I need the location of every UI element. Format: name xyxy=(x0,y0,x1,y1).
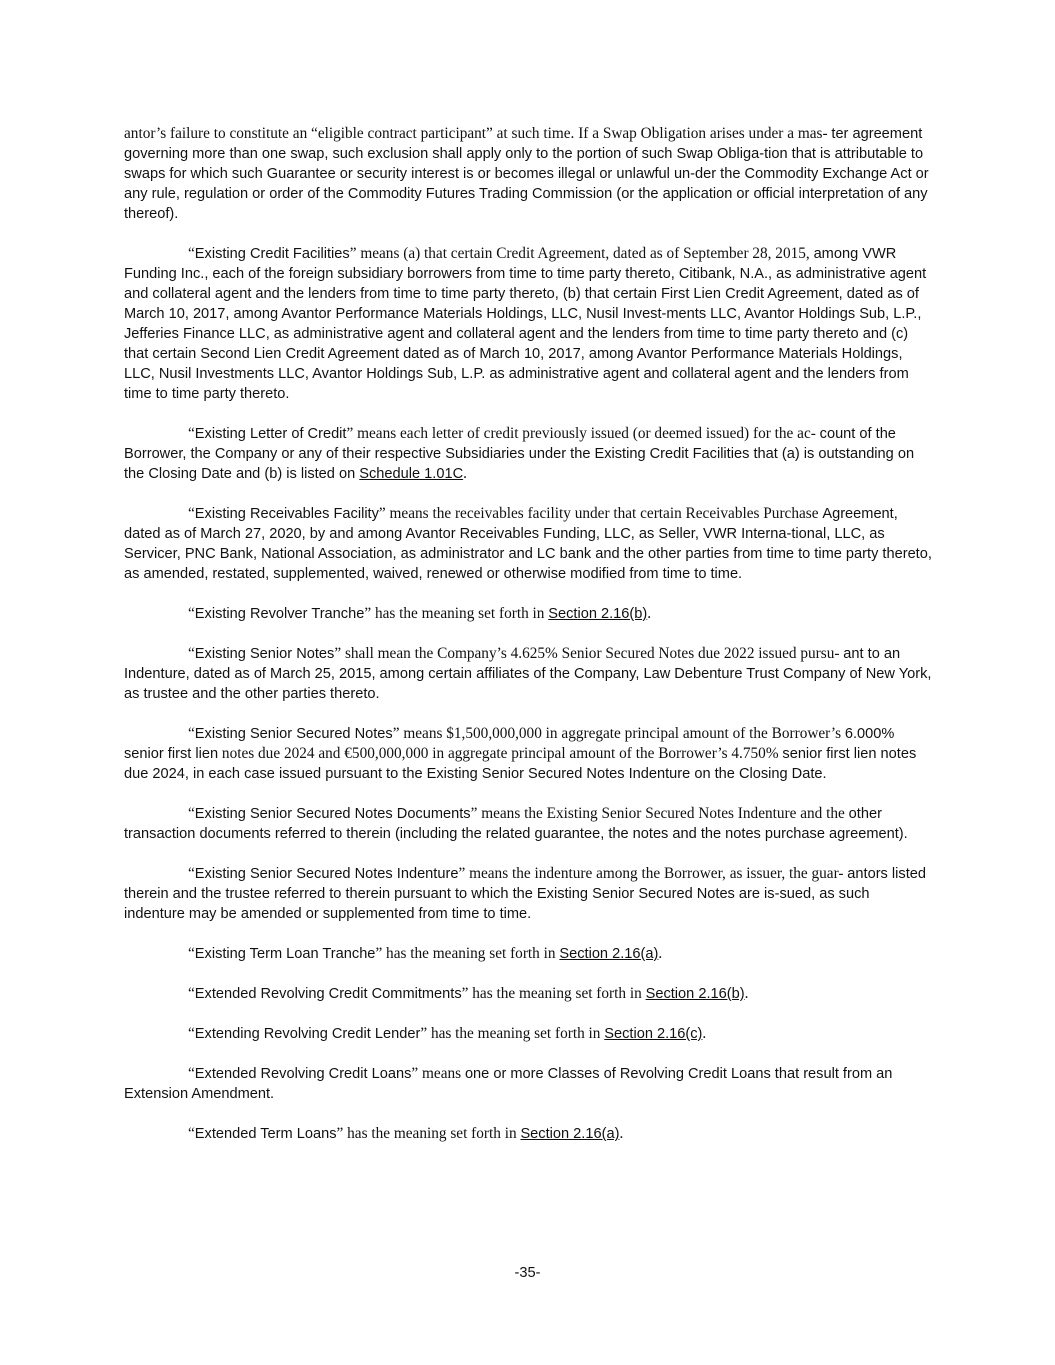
definition-existing-credit-facilities: “Existing Credit Facilities” means (a) that certain Credit Agreement, dated as of September 28, 2015, among VWR Funding Inc., each of the foreign subsidiary borrowers from time to time party thereto, Citibank, N.A., as administrative agent and collateral agent and the lenders from time to time party thereto, (b) that certain First Lien Credit Agreement, dated as of March 10, 2017, among Avantor Performance Materials Holdings, LLC, Nusil Invest-ments LLC, Avantor Holdings Sub, L.P., Jefferies Finance LLC, as administrative agent and collateral agent and the lenders from time to time party thereto and (c) that certain Second Lien Credit Agreement dated as of March 10, 2017, among Avantor Performance Materials Holdings, LLC, Nusil Investments LLC, Avantor Holdings Sub, L.P. as administrative agent and collateral agent and the lenders from time to time party thereto. xyxy=(124,245,927,402)
defined-term: Extended Revolving Credit Loans xyxy=(194,1066,412,1082)
definition-existing-letter-of-credit: “Existing Letter of Credit” means each letter of credit previously issued (or deemed issued) for the ac- count of the Borrower, the Company or any of their respective Subsidiaries under the Existing Credit Facilities that (a) is outstanding on the Closing Date and (b) is listed on Schedule 1.01C. xyxy=(124,425,915,482)
defined-term: Existing Revolver Tranche xyxy=(194,606,365,622)
continuation-paragraph: antor’s failure to constitute an “eligible contract participant” at such time. If a Swap Obligation arises under a mas- ter agreement governing more than one swap, such exclusion shall apply only to the portion of such Swap Obliga-tion that is attributable to swaps for which such Guarantee or security interest is or becomes illegal or unlawful un-der the Commodity Exchange Act or any rule, regulation or order of the Commodity Futures Trading Commission (or the application or official interpretation of any thereof). xyxy=(124,125,929,222)
definition-existing-senior-secured-notes-indenture: “Existing Senior Secured Notes Indenture” means the indenture among the Borrower, as issuer, the guar- antors listed therein and the trustee referred to therein pursuant to which the Existing Senior Secured Notes are is-sued, as such indenture may be amended or supplemented from time to time. xyxy=(124,865,926,922)
definition-existing-senior-notes: “Existing Senior Notes” shall mean the Company’s 4.625% Senior Secured Notes due 2022 issued pursu- ant to an Indenture, dated as of March 25, 2015, among certain affiliates of the Company, Law Debenture Trust Company of New York, as trustee and the other parties thereto. xyxy=(124,645,932,702)
schedule-reference-link[interactable]: Schedule 1.01C xyxy=(359,466,464,482)
definition-existing-senior-secured-notes-documents: “Existing Senior Secured Notes Documents” means the Existing Senior Secured Notes Indenture and the other transaction documents referred to therein (including the related guarantee, the notes and the notes purchase agreement). xyxy=(124,805,908,842)
definition-existing-term-loan-tranche: “Existing Term Loan Tranche” has the meaning set forth in Section 2.16(a). xyxy=(188,945,663,962)
definition-existing-senior-secured-notes: “Existing Senior Secured Notes” means $1,500,000,000 in aggregate principal amount of the Borrower’s 6.000% senior first lien notes due 2024 and €500,000,000 in aggregate principal amount of the Borrower’s 4.750% senior first lien notes due 2024, in each case issued pursuant to the Existing Senior Secured Notes Indenture on the Closing Date. xyxy=(124,725,917,782)
defined-term: Existing Senior Secured Notes Documents xyxy=(194,806,471,822)
defined-term: Extending Revolving Credit Lender xyxy=(194,1026,421,1042)
definition-extending-revolving-credit-lender: “Extending Revolving Credit Lender” has the meaning set forth in Section 2.16(c). xyxy=(188,1025,707,1042)
defined-term: Existing Receivables Facility xyxy=(194,506,379,522)
section-reference-link[interactable]: Section 2.16(c) xyxy=(604,1026,703,1042)
page-number: -35- xyxy=(514,1265,541,1281)
definition-existing-receivables-facility: “Existing Receivables Facility” means the receivables facility under that certain Receivables Purchase Agreement, dated as of March 27, 2020, by and among Avantor Receivables Funding, LLC, as Seller, VWR Interna-tional, LLC, as Servicer, PNC Bank, National Association, as administrator and LC bank and the other parties from time to time party thereto, as amended, restated, supplemented, waived, renewed or otherwise modified from time to time. xyxy=(124,505,932,582)
defined-term: Existing Senior Secured Notes Indenture xyxy=(194,866,459,882)
defined-term: Existing Letter of Credit xyxy=(194,426,347,442)
document-page xyxy=(124,124,932,1164)
defined-term: Existing Term Loan Tranche xyxy=(194,946,376,962)
section-reference-link[interactable]: Section 2.16(a) xyxy=(520,1126,620,1142)
definition-existing-revolver-tranche: “Existing Revolver Tranche” has the meaning set forth in Section 2.16(b). xyxy=(188,605,652,622)
section-reference-link[interactable]: Section 2.16(a) xyxy=(559,946,659,962)
section-reference-link[interactable]: Section 2.16(b) xyxy=(645,986,745,1002)
definition-extended-revolving-credit-loans: “Extended Revolving Credit Loans” means one or more Classes of Revolving Credit Loans that result from an Extension Amendment. xyxy=(124,1065,893,1102)
definition-extended-revolving-credit-commitments: “Extended Revolving Credit Commitments” has the meaning set forth in Section 2.16(b). xyxy=(188,985,749,1002)
definition-extended-term-loans: “Extended Term Loans” has the meaning set forth in Section 2.16(a). xyxy=(188,1125,624,1142)
defined-term: Existing Senior Secured Notes xyxy=(194,726,393,742)
section-reference-link[interactable]: Section 2.16(b) xyxy=(548,606,648,622)
defined-term: Extended Term Loans xyxy=(194,1126,337,1142)
defined-term: Existing Senior Notes xyxy=(194,646,335,662)
defined-term: Existing Credit Facilities xyxy=(194,246,350,262)
defined-term: Extended Revolving Credit Commitments xyxy=(194,986,462,1002)
